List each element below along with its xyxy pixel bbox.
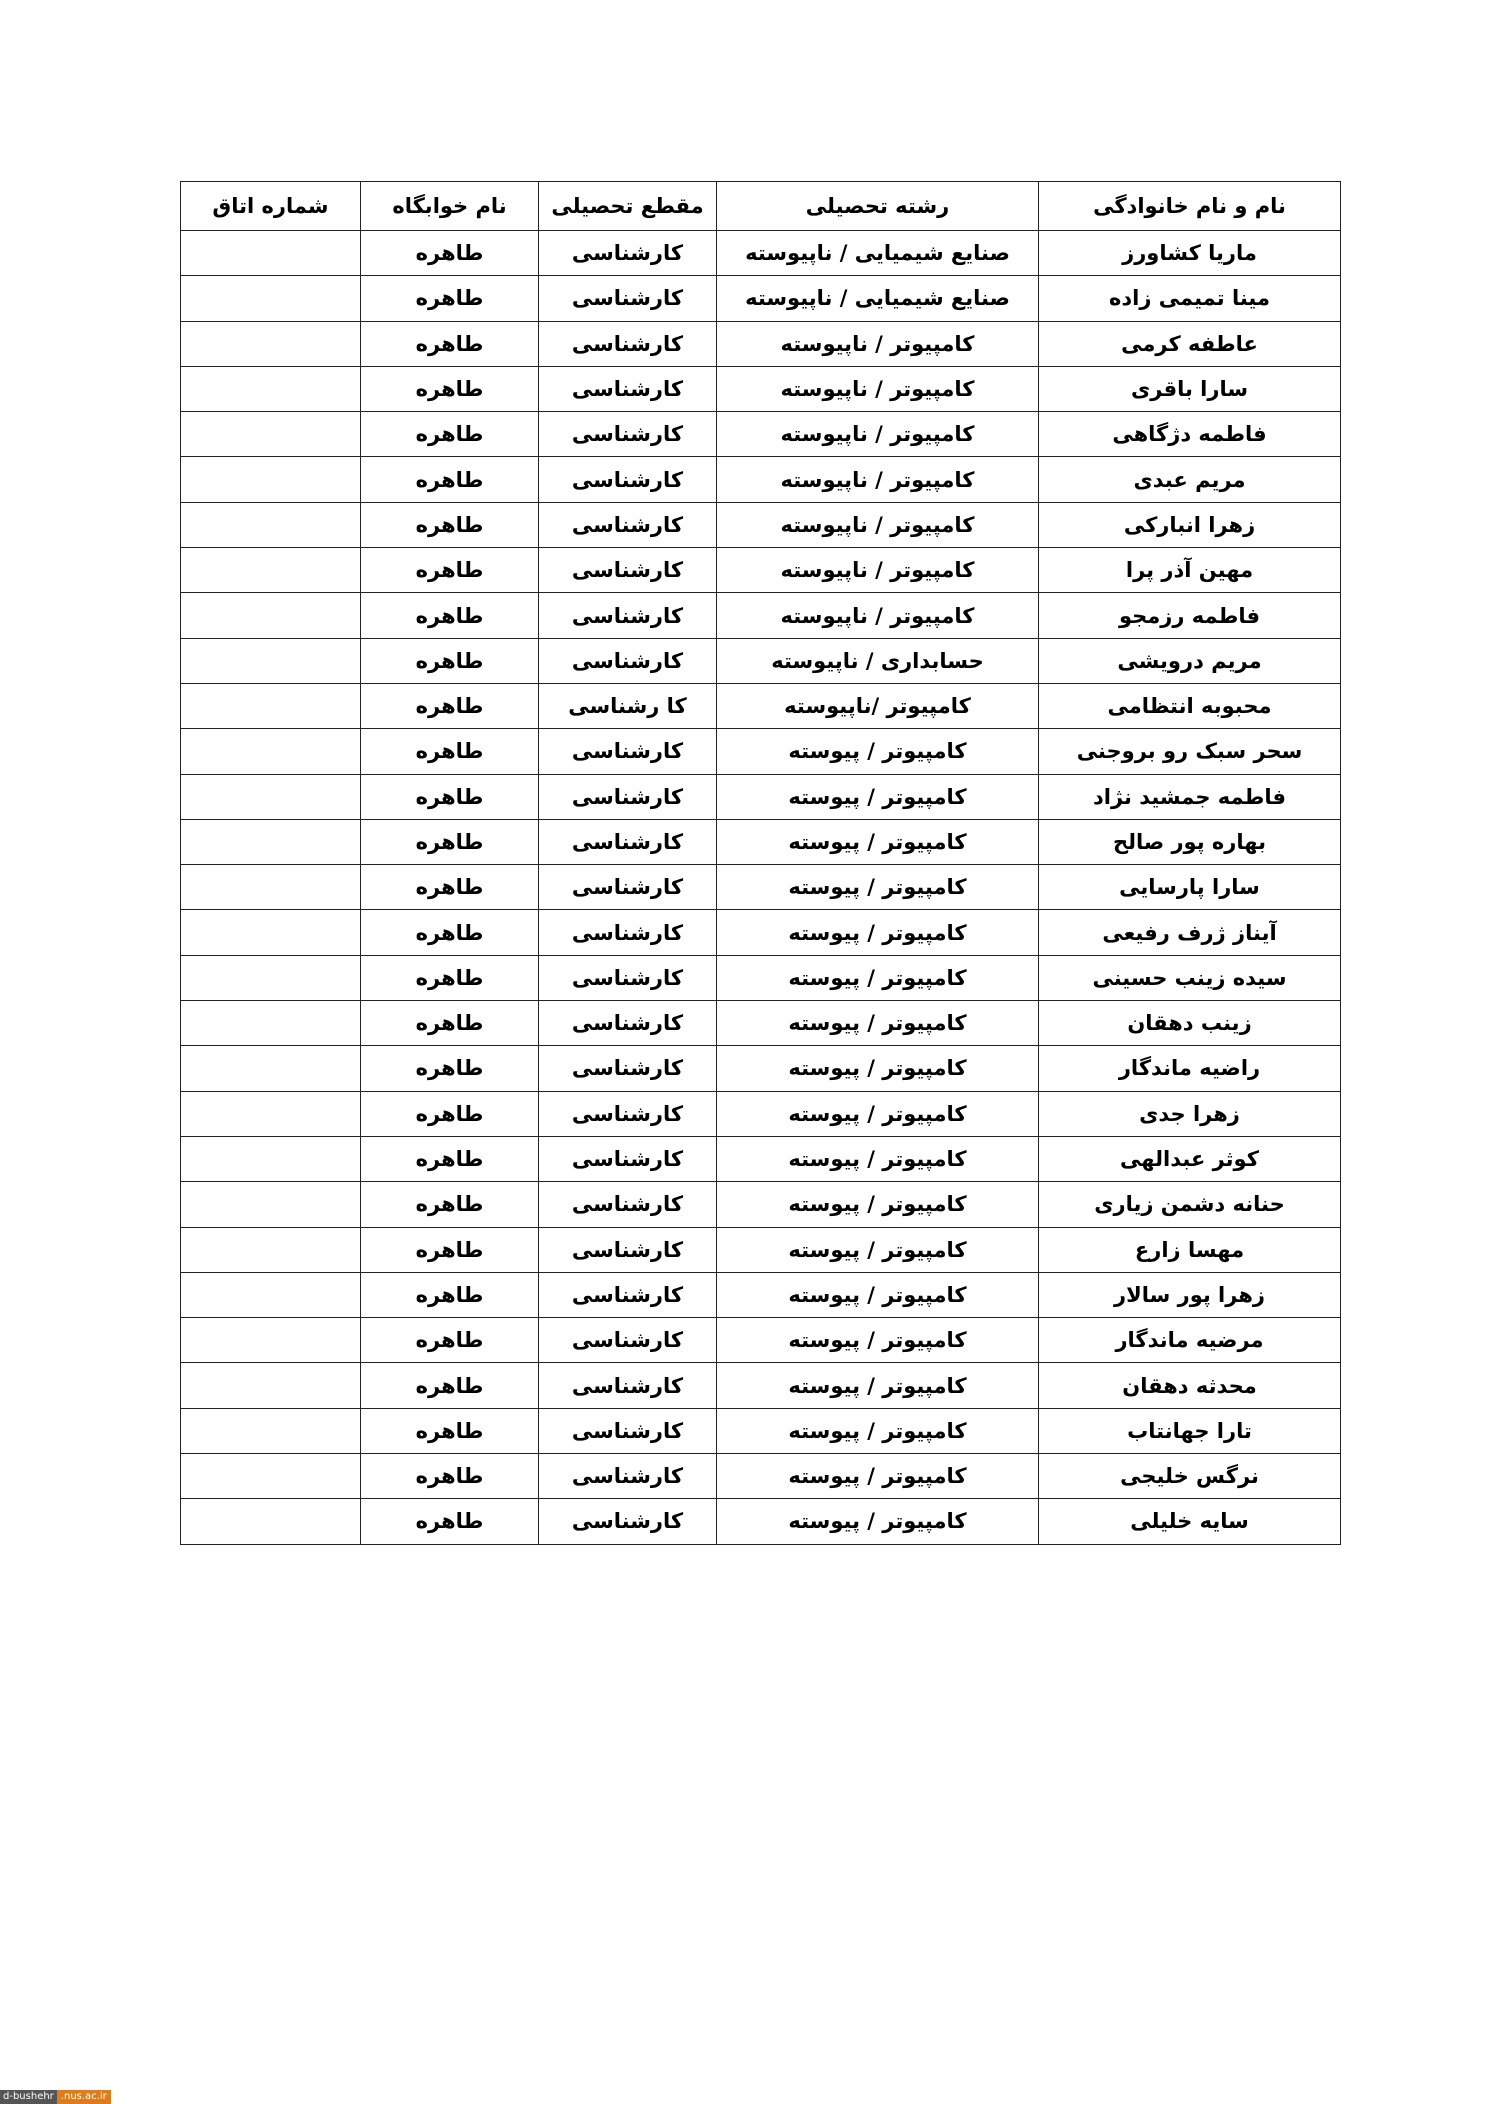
cell-level: کارشناسی	[539, 1318, 717, 1363]
cell-level: کارشناسی	[539, 865, 717, 910]
cell-major: کامپیوتر / پیوسته	[717, 729, 1039, 774]
cell-major: کامپیوتر / پیوسته	[717, 1182, 1039, 1227]
table-row	[181, 231, 1341, 276]
cell-dorm: طاهره	[361, 1001, 539, 1046]
table-row	[181, 1454, 1341, 1499]
cell-dorm: طاهره	[361, 1272, 539, 1317]
cell-level: کارشناسی	[539, 774, 717, 819]
cell-name: مهسا زارع	[1039, 1227, 1341, 1272]
cell-major: کامپیوتر / پیوسته	[717, 1001, 1039, 1046]
cell-dorm: طاهره	[361, 1318, 539, 1363]
table-row	[181, 1363, 1341, 1408]
cell-dorm: طاهره	[361, 457, 539, 502]
cell-dorm: طاهره	[361, 231, 539, 276]
cell-major: کامپیوتر / پیوسته	[717, 1408, 1039, 1453]
logo-left-text: d-bushehr	[0, 2090, 57, 2104]
cell-room	[181, 955, 361, 1000]
cell-name: زهرا پور سالار	[1039, 1272, 1341, 1317]
cell-name: مریم عبدی	[1039, 457, 1341, 502]
cell-major: کامپیوتر / پیوسته	[717, 865, 1039, 910]
cell-dorm: طاهره	[361, 729, 539, 774]
cell-level: کارشناسی	[539, 593, 717, 638]
cell-dorm: طاهره	[361, 865, 539, 910]
cell-dorm: طاهره	[361, 1499, 539, 1544]
cell-dorm: طاهره	[361, 548, 539, 593]
cell-level: کارشناسی	[539, 502, 717, 547]
cell-major: کامپیوتر / ناپیوسته	[717, 366, 1039, 411]
table-row	[181, 321, 1341, 366]
cell-dorm: طاهره	[361, 683, 539, 728]
table-row	[181, 729, 1341, 774]
cell-room	[181, 1001, 361, 1046]
cell-name: عاطفه کرمی	[1039, 321, 1341, 366]
cell-major: صنایع شیمیایی / ناپیوسته	[717, 231, 1039, 276]
cell-major: کامپیوتر / پیوسته	[717, 1363, 1039, 1408]
table-row	[181, 774, 1341, 819]
cell-dorm: طاهره	[361, 1408, 539, 1453]
cell-major: کامپیوتر / پیوسته	[717, 955, 1039, 1000]
cell-room	[181, 548, 361, 593]
table-header-row	[181, 182, 1341, 231]
cell-dorm: طاهره	[361, 1046, 539, 1091]
cell-name: زهرا جدی	[1039, 1091, 1341, 1136]
cell-level: کارشناسی	[539, 231, 717, 276]
cell-dorm: طاهره	[361, 502, 539, 547]
cell-name: ماریا کشاورز	[1039, 231, 1341, 276]
cell-name: محبوبه انتظامی	[1039, 683, 1341, 728]
cell-dorm: طاهره	[361, 1182, 539, 1227]
cell-room	[181, 457, 361, 502]
cell-name: سیده زینب حسینی	[1039, 955, 1341, 1000]
cell-dorm: طاهره	[361, 366, 539, 411]
cell-name: بهاره پور صالح	[1039, 819, 1341, 864]
cell-level: کارشناسی	[539, 366, 717, 411]
cell-major: حسابداری / ناپیوسته	[717, 638, 1039, 683]
table-row	[181, 1136, 1341, 1181]
cell-major: کامپیوتر / پیوسته	[717, 1318, 1039, 1363]
table-row	[181, 955, 1341, 1000]
cell-level: کارشناسی	[539, 638, 717, 683]
cell-level: کارشناسی	[539, 1454, 717, 1499]
cell-major: کامپیوتر / پیوسته	[717, 1227, 1039, 1272]
cell-level: کارشناسی	[539, 276, 717, 321]
cell-level: کارشناسی	[539, 955, 717, 1000]
cell-name: مینا تمیمی زاده	[1039, 276, 1341, 321]
table-row	[181, 457, 1341, 502]
header-dorm: نام خوابگاه	[361, 182, 539, 231]
cell-major: کامپیوتر / ناپیوسته	[717, 593, 1039, 638]
cell-room	[181, 1182, 361, 1227]
cell-name: نرگس خلیجی	[1039, 1454, 1341, 1499]
cell-level: کارشناسی	[539, 412, 717, 457]
table-row	[181, 593, 1341, 638]
cell-room	[181, 865, 361, 910]
table-row	[181, 1499, 1341, 1544]
table-row	[181, 1001, 1341, 1046]
cell-name: فاطمه دژگاهی	[1039, 412, 1341, 457]
cell-name: فاطمه رزمجو	[1039, 593, 1341, 638]
table-body	[181, 231, 1341, 1545]
cell-name: حنانه دشمن زیاری	[1039, 1182, 1341, 1227]
cell-level: کارشناسی	[539, 457, 717, 502]
table-row	[181, 412, 1341, 457]
cell-room	[181, 910, 361, 955]
cell-level: کارشناسی	[539, 1227, 717, 1272]
cell-room	[181, 683, 361, 728]
cell-major: کامپیوتر / پیوسته	[717, 1272, 1039, 1317]
cell-dorm: طاهره	[361, 321, 539, 366]
cell-name: زهرا انبارکی	[1039, 502, 1341, 547]
cell-dorm: طاهره	[361, 1227, 539, 1272]
header-room: شماره اتاق	[181, 182, 361, 231]
cell-room	[181, 366, 361, 411]
cell-major: کامپیوتر / ناپیوسته	[717, 457, 1039, 502]
table-row	[181, 1091, 1341, 1136]
cell-name: تارا جهانتاب	[1039, 1408, 1341, 1453]
cell-major: کامپیوتر / ناپیوسته	[717, 502, 1039, 547]
cell-level: کارشناسی	[539, 1272, 717, 1317]
header-name: نام و نام خانوادگی	[1039, 182, 1341, 231]
cell-room	[181, 1136, 361, 1181]
cell-level: کارشناسی	[539, 1091, 717, 1136]
table-row	[181, 819, 1341, 864]
site-logo	[0, 2090, 111, 2104]
cell-major: کامپیوتر /ناپیوسته	[717, 683, 1039, 728]
cell-level: کارشناسی	[539, 1182, 717, 1227]
cell-name: آیناز ژرف رفیعی	[1039, 910, 1341, 955]
table-row	[181, 865, 1341, 910]
cell-dorm: طاهره	[361, 412, 539, 457]
cell-name: فاطمه جمشید نژاد	[1039, 774, 1341, 819]
cell-room	[181, 502, 361, 547]
cell-room	[181, 593, 361, 638]
table-row	[181, 548, 1341, 593]
cell-major: کامپیوتر / پیوسته	[717, 910, 1039, 955]
cell-dorm: طاهره	[361, 638, 539, 683]
cell-dorm: طاهره	[361, 276, 539, 321]
cell-room	[181, 774, 361, 819]
cell-room	[181, 1272, 361, 1317]
cell-level: کارشناسی	[539, 1046, 717, 1091]
cell-room	[181, 1046, 361, 1091]
cell-level: کارشناسی	[539, 1499, 717, 1544]
cell-name: سارا باقری	[1039, 366, 1341, 411]
table-row	[181, 1272, 1341, 1317]
table-row	[181, 276, 1341, 321]
cell-room	[181, 276, 361, 321]
header-major: رشته تحصیلی	[717, 182, 1039, 231]
cell-name: مهین آذر پرا	[1039, 548, 1341, 593]
cell-dorm: طاهره	[361, 774, 539, 819]
cell-level: کارشناسی	[539, 1001, 717, 1046]
cell-room	[181, 1091, 361, 1136]
cell-room	[181, 638, 361, 683]
cell-major: کامپیوتر / پیوسته	[717, 1046, 1039, 1091]
cell-dorm: طاهره	[361, 1091, 539, 1136]
dormitory-roster-table	[180, 181, 1341, 1545]
cell-level: کارشناسی	[539, 729, 717, 774]
cell-major: کامپیوتر / پیوسته	[717, 774, 1039, 819]
table-row	[181, 1046, 1341, 1091]
table-row	[181, 683, 1341, 728]
cell-name: سحر سبک رو بروجنی	[1039, 729, 1341, 774]
cell-major: کامپیوتر / پیوسته	[717, 1454, 1039, 1499]
table-row	[181, 1227, 1341, 1272]
cell-dorm: طاهره	[361, 910, 539, 955]
table-row	[181, 1318, 1341, 1363]
cell-name: مرضیه ماندگار	[1039, 1318, 1341, 1363]
cell-room	[181, 231, 361, 276]
cell-room	[181, 1227, 361, 1272]
cell-major: کامپیوتر / پیوسته	[717, 1091, 1039, 1136]
cell-room	[181, 321, 361, 366]
cell-name: مریم درویشی	[1039, 638, 1341, 683]
cell-dorm: طاهره	[361, 593, 539, 638]
header-level: مقطع تحصیلی	[539, 182, 717, 231]
cell-major: کامپیوتر / ناپیوسته	[717, 321, 1039, 366]
cell-dorm: طاهره	[361, 1363, 539, 1408]
cell-room	[181, 729, 361, 774]
cell-level: کارشناسی	[539, 819, 717, 864]
cell-room	[181, 1454, 361, 1499]
cell-room	[181, 819, 361, 864]
cell-room	[181, 1499, 361, 1544]
cell-level: کارشناسی	[539, 1136, 717, 1181]
cell-level: کارشناسی	[539, 548, 717, 593]
table-row	[181, 910, 1341, 955]
cell-name: محدثه دهقان	[1039, 1363, 1341, 1408]
cell-major: کامپیوتر / ناپیوسته	[717, 548, 1039, 593]
cell-name: کوثر عبدالهی	[1039, 1136, 1341, 1181]
cell-level: کارشناسی	[539, 910, 717, 955]
cell-level: کا رشناسی	[539, 683, 717, 728]
cell-level: کارشناسی	[539, 321, 717, 366]
cell-major: کامپیوتر / پیوسته	[717, 1499, 1039, 1544]
cell-major: کامپیوتر / پیوسته	[717, 819, 1039, 864]
cell-name: راضیه ماندگار	[1039, 1046, 1341, 1091]
cell-dorm: طاهره	[361, 1454, 539, 1499]
cell-level: کارشناسی	[539, 1363, 717, 1408]
cell-major: صنایع شیمیایی / ناپیوسته	[717, 276, 1039, 321]
cell-major: کامپیوتر / پیوسته	[717, 1136, 1039, 1181]
table-row	[181, 1182, 1341, 1227]
table-row	[181, 638, 1341, 683]
table-row	[181, 1408, 1341, 1453]
cell-room	[181, 412, 361, 457]
logo-right-text: .nus.ac.ir	[57, 2090, 111, 2104]
cell-name: زینب دهقان	[1039, 1001, 1341, 1046]
cell-dorm: طاهره	[361, 955, 539, 1000]
cell-level: کارشناسی	[539, 1408, 717, 1453]
cell-room	[181, 1318, 361, 1363]
cell-name: سارا پارسایی	[1039, 865, 1341, 910]
cell-dorm: طاهره	[361, 819, 539, 864]
cell-dorm: طاهره	[361, 1136, 539, 1181]
cell-room	[181, 1408, 361, 1453]
cell-name: سایه خلیلی	[1039, 1499, 1341, 1544]
table-row	[181, 366, 1341, 411]
table-row	[181, 502, 1341, 547]
cell-room	[181, 1363, 361, 1408]
cell-major: کامپیوتر / ناپیوسته	[717, 412, 1039, 457]
